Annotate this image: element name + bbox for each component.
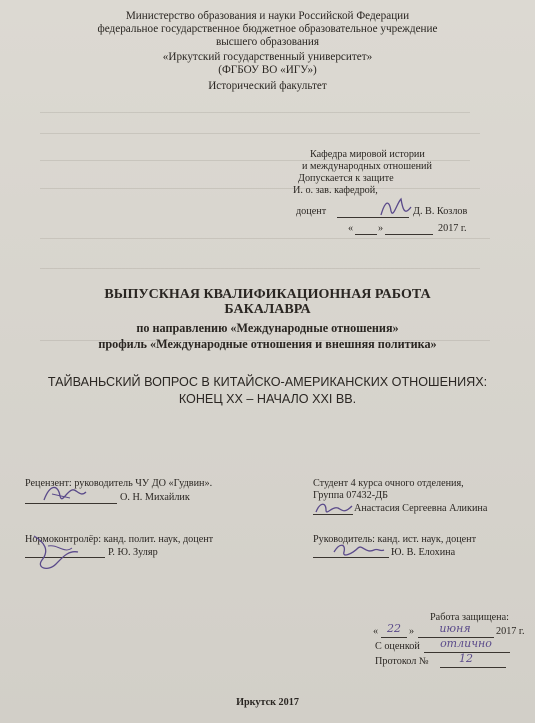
university-name: «Иркутский государственный университет» xyxy=(162,51,373,63)
topic-line2: КОНЕЦ XX – НАЧАЛО XXI ВВ. xyxy=(178,392,357,406)
protocol-number: 12 xyxy=(459,652,473,665)
normcontrol-signature xyxy=(28,530,88,576)
normcontrol-name: Р. Ю. Зуляр xyxy=(108,547,158,558)
protocol-line xyxy=(440,667,506,668)
approval-date-close: » xyxy=(378,223,384,234)
supervisor-role: Руководитель: канд. ист. наук, доцент xyxy=(313,534,477,545)
direction-line: по направлению «Международные отношения» xyxy=(136,321,399,335)
degree-title: БАКАЛАВРА xyxy=(224,302,311,317)
work-type-title: ВЫПУСКНАЯ КВАЛИФИКАЦИОННАЯ РАБОТА xyxy=(104,287,431,302)
acting-head-line: И. о. зав. кафедрой, xyxy=(293,185,378,196)
bleed-through-line xyxy=(40,238,490,239)
education-level-line: высшего образования xyxy=(215,36,320,48)
student-group: Группа 07432-ДБ xyxy=(313,490,388,501)
grade-value: отлично xyxy=(440,637,492,650)
student-course: Студент 4 курса очного отделения, xyxy=(313,478,464,489)
approval-year: 2017 г. xyxy=(438,223,467,234)
admission-line: Допускается к защите xyxy=(298,173,394,184)
profile-line: профиль «Международные отношения и внешняя политика» xyxy=(98,337,437,351)
city-year: Иркутск 2017 xyxy=(236,697,299,708)
bleed-through-line xyxy=(40,133,480,134)
topic-line1: ТАЙВАНЬСКИЙ ВОПРОС В КИТАЙСКО-АМЕРИКАНСКИХ ОТНОШЕНИЯХ: xyxy=(47,375,488,389)
bleed-through-line xyxy=(40,188,480,189)
student-name: Анастасия Сергеевна Аликина xyxy=(354,503,488,514)
defense-label: Работа защищена: xyxy=(430,612,509,623)
department-line2: и международных отношений xyxy=(302,161,432,172)
head-role: доцент xyxy=(296,206,327,217)
defense-year: 2017 г. xyxy=(496,626,525,637)
supervisor-name: Ю. В. Елохина xyxy=(391,547,456,558)
defense-day-line xyxy=(381,637,407,638)
supervisor-signature xyxy=(330,538,386,562)
defense-date-open: « xyxy=(373,626,379,637)
protocol-label: Протокол № xyxy=(375,656,429,667)
reviewer-name: О. Н. Михайлик xyxy=(120,492,190,503)
approval-day-line xyxy=(355,234,377,235)
student-signature xyxy=(312,498,356,520)
approval-month-line xyxy=(385,234,433,235)
bleed-through-line xyxy=(40,268,480,269)
ministry-line: Министерство образования и науки Российской Федерации xyxy=(125,10,410,22)
head-name: Д. В. Козлов xyxy=(413,206,468,217)
grade-label: С оценкой xyxy=(375,641,420,652)
department-line1: Кафедра мировой истории xyxy=(310,149,425,160)
head-signature xyxy=(375,193,415,223)
faculty-name: Исторический факультет xyxy=(208,80,327,92)
reviewer-role: Рецензент: руководитель ЧУ ДО «Гудвин». xyxy=(25,478,213,489)
approval-date-open: « xyxy=(348,223,354,234)
reviewer-signature xyxy=(40,480,90,508)
university-abbr: (ФГБОУ ВО «ИГУ») xyxy=(218,64,317,76)
bleed-through-line xyxy=(40,112,470,113)
defense-day: 22 xyxy=(387,622,401,635)
defense-month: июня xyxy=(439,622,471,635)
defense-date-close: » xyxy=(409,626,415,637)
normcontrol-role: Нормоконтролёр: канд. полит. наук, доцент xyxy=(25,534,214,545)
institution-type-line: федеральное государственное бюджетное образовательное учреждение xyxy=(97,23,438,35)
